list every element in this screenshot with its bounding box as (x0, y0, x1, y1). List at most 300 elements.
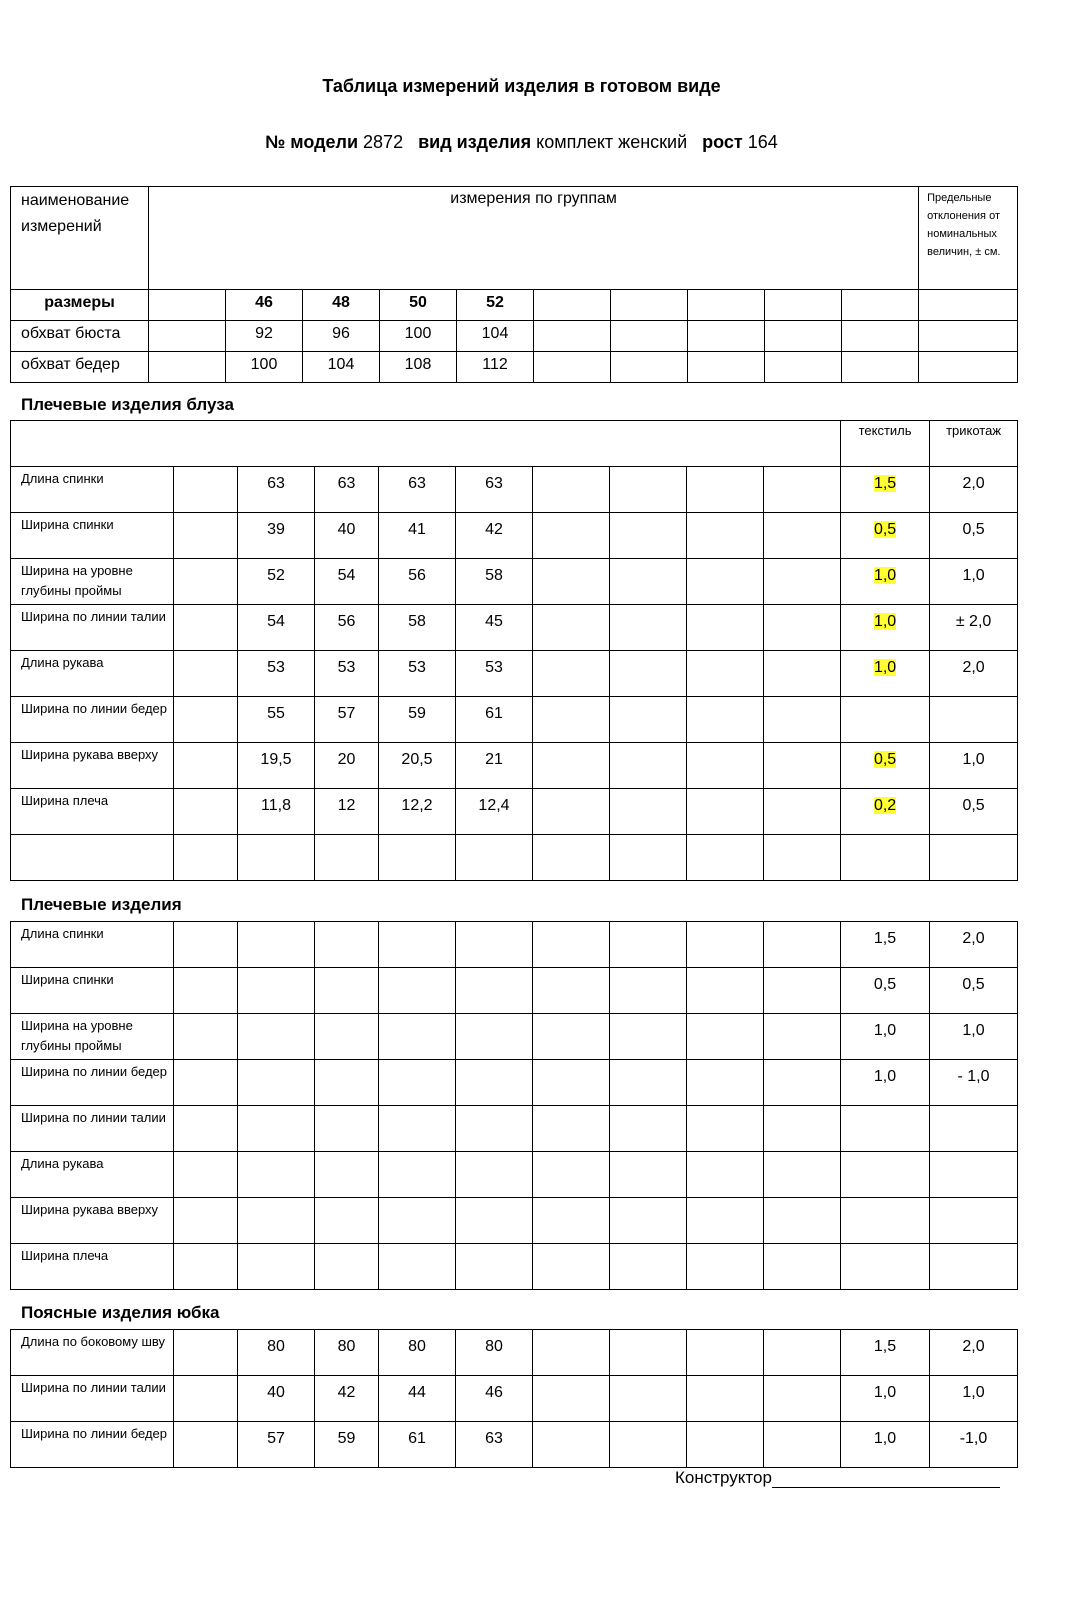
measure-value: 42 (456, 513, 533, 559)
empty-cell (765, 290, 842, 321)
empty-cell (149, 321, 226, 352)
col-knit: трикотаж (930, 421, 1018, 467)
empty-cell (687, 1376, 764, 1422)
measure-value: 63 (315, 467, 379, 513)
skirt-table (10, 1329, 1018, 1468)
table-row (11, 1106, 1018, 1152)
measure-value: 63 (238, 467, 315, 513)
measure-value: 19,5 (238, 743, 315, 789)
measure-value: 44 (379, 1376, 456, 1422)
row-label: обхват бедер (11, 352, 149, 383)
empty-cell (687, 743, 764, 789)
measure-value (315, 1244, 379, 1290)
empty-cell (765, 352, 842, 383)
textile-value: 0,5 (873, 521, 897, 538)
row-label: Ширина по линии бедер (11, 1422, 174, 1468)
model-value: 2872 (363, 132, 404, 152)
empty-cell (764, 1198, 841, 1244)
empty-cell (533, 1244, 610, 1290)
row-label (11, 835, 174, 881)
row-label: Длина спинки (11, 467, 174, 513)
measure-value (238, 1106, 315, 1152)
type-value: комплект женский (536, 132, 688, 152)
measure-value: 45 (456, 605, 533, 651)
row-label: размеры (11, 290, 149, 321)
measure-value (315, 922, 379, 968)
empty-cell (764, 513, 841, 559)
empty-cell (611, 321, 688, 352)
page-title: Таблица измерений изделия в готовом виде (322, 76, 721, 96)
table-row (11, 1060, 1018, 1106)
textile-value: 0,5 (873, 976, 897, 993)
table-row (11, 605, 1018, 651)
measure-value: 63 (456, 467, 533, 513)
size-value: 52 (457, 290, 534, 321)
measure-value (238, 1014, 315, 1060)
measure-value (456, 968, 533, 1014)
empty-cell (533, 922, 610, 968)
empty-cell (610, 559, 687, 605)
table-row (11, 651, 1018, 697)
row-label: Ширина плеча (11, 789, 174, 835)
textile-tolerance (841, 835, 930, 881)
textile-value: 1,0 (873, 659, 897, 676)
empty-cell (533, 605, 610, 651)
knit-tolerance: 0,5 (930, 968, 1018, 1014)
measure-value (238, 968, 315, 1014)
empty-cell (174, 1152, 238, 1198)
knit-tolerance: 1,0 (930, 1014, 1018, 1060)
empty-cell (687, 697, 764, 743)
textile-value: 1,0 (873, 567, 897, 584)
textile-tolerance (841, 697, 930, 743)
empty-cell (687, 513, 764, 559)
empty-cell (533, 1106, 610, 1152)
row-label: Ширина по линии талии (11, 605, 174, 651)
table-row (11, 467, 1018, 513)
measure-value: 40 (238, 1376, 315, 1422)
measure-value: 57 (238, 1422, 315, 1468)
knit-tolerance: 0,5 (930, 789, 1018, 835)
row-label: Длина по боковому шву (11, 1330, 174, 1376)
empty-cell (764, 789, 841, 835)
empty-cell (174, 1422, 238, 1468)
measure-value: 61 (379, 1422, 456, 1468)
empty-cell (174, 605, 238, 651)
empty-cell (149, 352, 226, 383)
empty-cell (174, 922, 238, 968)
measure-value (315, 968, 379, 1014)
empty-cell (764, 968, 841, 1014)
measure-value: 56 (315, 605, 379, 651)
measure-value: 53 (238, 651, 315, 697)
model-label: № модели (265, 132, 359, 152)
empty-cell (610, 651, 687, 697)
measure-value (315, 1060, 379, 1106)
measure-value: 20,5 (379, 743, 456, 789)
empty-cell (533, 651, 610, 697)
measure-value: 63 (379, 467, 456, 513)
blouse-table (10, 420, 1018, 881)
row-label: Ширина рукава вверху (11, 1198, 174, 1244)
knit-tolerance: 1,0 (930, 743, 1018, 789)
empty-cell (174, 1330, 238, 1376)
textile-tolerance (841, 467, 930, 513)
textile-tolerance (841, 789, 930, 835)
table-row (11, 789, 1018, 835)
empty-cell (610, 1376, 687, 1422)
empty-cell (764, 467, 841, 513)
empty-cell (687, 467, 764, 513)
measure-value: 80 (315, 1330, 379, 1376)
size-value: 96 (303, 321, 380, 352)
measure-value: 80 (379, 1330, 456, 1376)
knit-tolerance (930, 1106, 1018, 1152)
measure-value (315, 1106, 379, 1152)
height-label: рост (702, 132, 743, 152)
row-label: Ширина по линии бедер (11, 697, 174, 743)
empty-cell (610, 605, 687, 651)
measure-value: 40 (315, 513, 379, 559)
groups-header: измерения по группам (149, 187, 919, 290)
empty-cell (533, 743, 610, 789)
empty-cell (842, 321, 919, 352)
measure-value (238, 1198, 315, 1244)
table-row (11, 1422, 1018, 1468)
empty-cell (764, 1152, 841, 1198)
empty-cell (687, 1422, 764, 1468)
row-label: Ширина по линии талии (11, 1106, 174, 1152)
size-value: 46 (226, 290, 303, 321)
measure-value: 39 (238, 513, 315, 559)
empty-cell (174, 1198, 238, 1244)
measure-value (379, 1060, 456, 1106)
empty-cell (610, 1198, 687, 1244)
empty-cell (765, 321, 842, 352)
deviation-header: Предельные отклонения от номинальных величин, ± см. (919, 187, 1018, 290)
row-label: Ширина на уровне глубины проймы (11, 1014, 174, 1060)
measure-value: 55 (238, 697, 315, 743)
measure-value (456, 1014, 533, 1060)
blouse-header-blank (11, 421, 841, 467)
measure-value: 20 (315, 743, 379, 789)
textile-value: 1,0 (873, 1430, 897, 1447)
shoulder-table (10, 921, 1018, 1290)
measure-value: 21 (456, 743, 533, 789)
table-row (11, 835, 1018, 881)
measure-value: 59 (315, 1422, 379, 1468)
textile-tolerance (841, 922, 930, 968)
textile-tolerance (841, 1198, 930, 1244)
size-value: 108 (380, 352, 457, 383)
empty-cell (174, 1244, 238, 1290)
textile-tolerance (841, 651, 930, 697)
empty-cell (687, 651, 764, 697)
measure-value (456, 922, 533, 968)
measure-value (238, 1152, 315, 1198)
empty-cell (611, 352, 688, 383)
measure-value: 53 (315, 651, 379, 697)
deviation-cell (919, 321, 1018, 352)
empty-cell (687, 922, 764, 968)
size-value: 92 (226, 321, 303, 352)
measure-value: 12,4 (456, 789, 533, 835)
model-info (0, 132, 1043, 153)
measure-value: 63 (456, 1422, 533, 1468)
empty-cell (174, 1060, 238, 1106)
signature (675, 1468, 1000, 1488)
textile-tolerance (841, 1330, 930, 1376)
size-value: 100 (226, 352, 303, 383)
empty-cell (533, 1376, 610, 1422)
row-label: Ширина по линии талии (11, 1376, 174, 1422)
empty-cell (764, 1106, 841, 1152)
empty-cell (174, 467, 238, 513)
size-value: 50 (380, 290, 457, 321)
textile-value: 1,0 (873, 1068, 897, 1085)
empty-cell (533, 1060, 610, 1106)
empty-cell (610, 513, 687, 559)
empty-cell (610, 835, 687, 881)
empty-cell (174, 1106, 238, 1152)
textile-tolerance (841, 605, 930, 651)
section-title-shoulder: Плечевые изделия (21, 895, 182, 914)
table-row (11, 697, 1018, 743)
textile-value: 1,0 (873, 613, 897, 630)
knit-tolerance (930, 1152, 1018, 1198)
size-value: 112 (457, 352, 534, 383)
height-value: 164 (747, 132, 778, 152)
empty-cell (533, 1422, 610, 1468)
measure-value: 57 (315, 697, 379, 743)
type-label: вид изделия (418, 132, 532, 152)
knit-tolerance: ± 2,0 (930, 605, 1018, 651)
empty-cell (687, 968, 764, 1014)
empty-cell (610, 789, 687, 835)
textile-tolerance (841, 1244, 930, 1290)
size-value: 48 (303, 290, 380, 321)
empty-cell (687, 605, 764, 651)
row-label: Ширина плеча (11, 1244, 174, 1290)
measure-value (379, 968, 456, 1014)
textile-tolerance (841, 513, 930, 559)
empty-cell (764, 651, 841, 697)
textile-tolerance (841, 1014, 930, 1060)
knit-tolerance (930, 1198, 1018, 1244)
signature-label: Конструктор (675, 1468, 772, 1487)
empty-cell (533, 513, 610, 559)
empty-cell (687, 1014, 764, 1060)
empty-cell (687, 1106, 764, 1152)
knit-tolerance: -1,0 (930, 1422, 1018, 1468)
row-label: Длина спинки (11, 922, 174, 968)
sizes-table (10, 186, 1018, 383)
empty-cell (842, 352, 919, 383)
table-row (11, 1152, 1018, 1198)
size-value: 100 (380, 321, 457, 352)
measure-value: 11,8 (238, 789, 315, 835)
empty-cell (533, 1014, 610, 1060)
knit-tolerance: 1,0 (930, 1376, 1018, 1422)
table-row (11, 321, 1018, 352)
table-row (11, 290, 1018, 321)
empty-cell (174, 835, 238, 881)
table-row (11, 743, 1018, 789)
row-label: Длина рукава (11, 651, 174, 697)
empty-cell (610, 1152, 687, 1198)
empty-cell (610, 743, 687, 789)
empty-cell (764, 922, 841, 968)
table-row (11, 513, 1018, 559)
empty-cell (534, 352, 611, 383)
knit-tolerance (930, 835, 1018, 881)
row-label: Ширина по линии бедер (11, 1060, 174, 1106)
knit-tolerance (930, 1244, 1018, 1290)
empty-cell (610, 1106, 687, 1152)
empty-cell (610, 1244, 687, 1290)
col-textile: текстиль (841, 421, 930, 467)
empty-cell (687, 1330, 764, 1376)
measure-value (379, 922, 456, 968)
knit-tolerance: 2,0 (930, 922, 1018, 968)
measure-value (315, 1152, 379, 1198)
knit-tolerance: 2,0 (930, 651, 1018, 697)
empty-cell (533, 968, 610, 1014)
empty-cell (174, 697, 238, 743)
empty-cell (687, 559, 764, 605)
measure-value: 41 (379, 513, 456, 559)
empty-cell (533, 697, 610, 743)
empty-cell (687, 1198, 764, 1244)
measure-value: 54 (238, 605, 315, 651)
knit-tolerance: - 1,0 (930, 1060, 1018, 1106)
empty-cell (764, 1330, 841, 1376)
table-row (11, 922, 1018, 968)
empty-cell (534, 321, 611, 352)
deviation-cell (919, 290, 1018, 321)
measure-value (315, 1014, 379, 1060)
empty-cell (764, 697, 841, 743)
textile-value: 1,5 (873, 930, 897, 947)
empty-cell (687, 1152, 764, 1198)
signature-line (772, 1469, 1000, 1488)
table-row (11, 1330, 1018, 1376)
measure-value (379, 1198, 456, 1244)
empty-cell (688, 352, 765, 383)
empty-cell (533, 1152, 610, 1198)
knit-tolerance: 2,0 (930, 1330, 1018, 1376)
empty-cell (610, 697, 687, 743)
empty-cell (533, 789, 610, 835)
knit-tolerance: 1,0 (930, 559, 1018, 605)
empty-cell (688, 290, 765, 321)
textile-value: 1,5 (873, 1338, 897, 1355)
empty-cell (610, 1422, 687, 1468)
measure-value (456, 1244, 533, 1290)
section-title-skirt: Поясные изделия юбка (21, 1303, 220, 1322)
empty-cell (534, 290, 611, 321)
measure-value (456, 835, 533, 881)
measure-value (456, 1198, 533, 1244)
empty-cell (149, 290, 226, 321)
empty-cell (174, 559, 238, 605)
measure-value (456, 1106, 533, 1152)
textile-value: 1,0 (873, 1384, 897, 1401)
empty-cell (764, 1014, 841, 1060)
table-row (11, 1014, 1018, 1060)
empty-cell (533, 1198, 610, 1244)
textile-tolerance (841, 1060, 930, 1106)
measure-value: 46 (456, 1376, 533, 1422)
row-label: Ширина спинки (11, 513, 174, 559)
measure-value: 54 (315, 559, 379, 605)
empty-cell (764, 1060, 841, 1106)
measure-value (379, 1106, 456, 1152)
textile-tolerance (841, 1376, 930, 1422)
empty-cell (842, 290, 919, 321)
empty-cell (687, 789, 764, 835)
textile-tolerance (841, 743, 930, 789)
empty-cell (764, 1244, 841, 1290)
empty-cell (764, 1376, 841, 1422)
measure-value (238, 1244, 315, 1290)
textile-tolerance (841, 559, 930, 605)
measure-value (456, 1152, 533, 1198)
empty-cell (174, 651, 238, 697)
empty-cell (688, 321, 765, 352)
size-value: 104 (457, 321, 534, 352)
measure-value: 61 (456, 697, 533, 743)
measure-value (238, 1060, 315, 1106)
section-title-blouse: Плечевые изделия блуза (21, 395, 234, 414)
empty-cell (764, 835, 841, 881)
textile-tolerance (841, 1422, 930, 1468)
textile-value: 0,5 (873, 751, 897, 768)
size-value: 104 (303, 352, 380, 383)
empty-cell (610, 1014, 687, 1060)
empty-cell (174, 1014, 238, 1060)
measure-value: 58 (379, 605, 456, 651)
row-label: Ширина спинки (11, 968, 174, 1014)
empty-cell (687, 1244, 764, 1290)
empty-cell (687, 835, 764, 881)
empty-cell (764, 605, 841, 651)
empty-cell (610, 1330, 687, 1376)
empty-cell (764, 1422, 841, 1468)
measure-value: 59 (379, 697, 456, 743)
measure-value (238, 922, 315, 968)
row-label: Длина рукава (11, 1152, 174, 1198)
textile-value: 1,5 (873, 475, 897, 492)
measure-value (379, 835, 456, 881)
empty-cell (610, 467, 687, 513)
table-row (11, 968, 1018, 1014)
measure-value: 80 (456, 1330, 533, 1376)
table-row (11, 352, 1018, 383)
empty-cell (174, 1376, 238, 1422)
empty-cell (174, 513, 238, 559)
knit-tolerance: 0,5 (930, 513, 1018, 559)
textile-tolerance (841, 968, 930, 1014)
empty-cell (174, 968, 238, 1014)
measure-value: 53 (379, 651, 456, 697)
measure-value: 52 (238, 559, 315, 605)
empty-cell (764, 743, 841, 789)
textile-value: 0,2 (873, 797, 897, 814)
empty-cell (610, 1060, 687, 1106)
measure-value: 53 (456, 651, 533, 697)
empty-cell (533, 467, 610, 513)
